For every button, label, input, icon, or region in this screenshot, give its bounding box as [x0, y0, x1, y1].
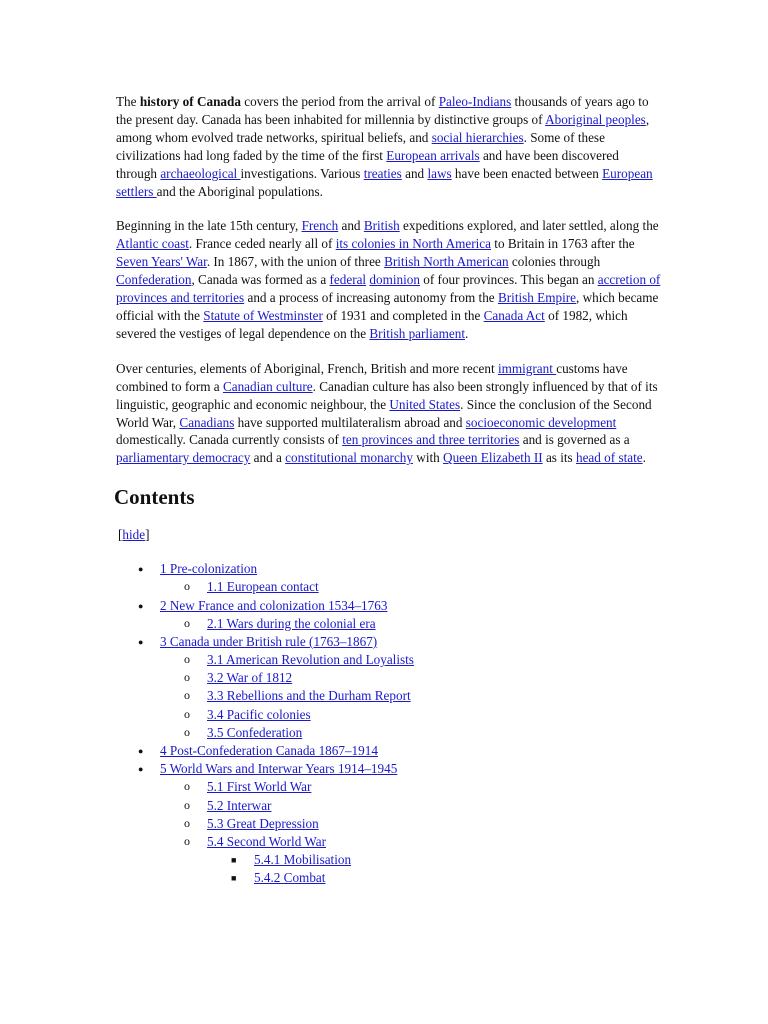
toc-link-interwar[interactable]: 5.2 Interwar [207, 797, 272, 813]
link-british-north-american[interactable]: British North American [384, 254, 509, 270]
link-british-parliament[interactable]: British parliament [369, 325, 465, 341]
text-span: and the Aboriginal populations. [156, 183, 323, 199]
text-span: . [464, 325, 469, 341]
intro-paragraph [116, 93, 661, 200]
toc-link-combat[interactable]: 5.4.2 Combat [254, 870, 326, 886]
history-paragraph [116, 217, 661, 342]
toc-link-mobilisation[interactable]: 5.4.1 Mobilisation [254, 852, 352, 868]
link-united-states[interactable]: United States [389, 396, 461, 412]
bullet-circle-icon: o [184, 670, 190, 685]
toc-item [116, 851, 661, 869]
bullet-disc-icon: ● [138, 746, 144, 756]
toc-item [116, 669, 661, 687]
toc-link-american-revolution[interactable]: 3.1 American Revolution and Loyalists [207, 652, 414, 668]
link-british-empire[interactable]: British Empire [497, 290, 576, 306]
link-canadians[interactable]: Canadians [179, 414, 235, 430]
link-treaties[interactable]: treaties [363, 165, 402, 181]
toc-item [116, 778, 661, 796]
bracket-close: ] [145, 527, 150, 543]
link-statute-of-westminster[interactable]: Statute of Westminster [203, 307, 323, 323]
bullet-circle-icon: o [184, 815, 190, 830]
link-atlantic-coast[interactable]: Atlantic coast [116, 236, 189, 252]
text-span: domestically. Canada currently consists of [116, 432, 343, 448]
link-federal[interactable]: federal [329, 272, 367, 288]
bullet-disc-icon: ● [138, 764, 144, 775]
text-span: investigations. Various [240, 165, 364, 181]
toc-link-post-confederation[interactable]: 4 Post-Confederation Canada 1867–1914 [160, 743, 378, 758]
toc-link-first-world-war[interactable]: 5.1 First World War [207, 779, 312, 795]
text-span: covers the period from the arrival of [240, 94, 439, 109]
link-immigrant[interactable]: immigrant [497, 360, 557, 376]
toc-item [116, 560, 661, 578]
toc-link-second-world-war[interactable]: 5.4 Second World War [207, 833, 326, 849]
toc-link-european-contact[interactable]: 1.1 European contact [207, 579, 319, 595]
toc-item [116, 815, 661, 833]
toc-item [116, 760, 661, 778]
bullet-disc-icon: ● [138, 564, 144, 575]
text-span: and a process of increasing autonomy from the [244, 290, 498, 306]
text-span: as its [542, 450, 576, 466]
link-archaeological[interactable]: archaeological [160, 165, 241, 181]
toc-link-british-rule[interactable]: 3 Canada under British rule (1763–1867) [160, 633, 378, 649]
toc-link-colonial-wars[interactable]: 2.1 Wars during the colonial era [207, 615, 376, 631]
link-accretion-provinces[interactable]: accretion of provinces and territories [116, 272, 661, 306]
text-span: of 1982, which severed the vestiges of legal dependence on the [116, 307, 628, 341]
link-constitutional-monarchy[interactable]: constitutional monarchy [285, 450, 413, 466]
link-european-settlers[interactable]: European settlers [116, 165, 653, 199]
bullet-disc-icon: ● [138, 636, 144, 647]
text-span: to Britain in 1763 after the [491, 236, 635, 252]
text-span: of four provinces. This began an [419, 272, 598, 288]
text-span: Over centuries, elements of Aboriginal, French, British and more recent [116, 360, 498, 376]
bullet-circle-icon: o [184, 833, 190, 848]
toc-item [116, 597, 661, 615]
toc-link-pre-colonization[interactable]: 1 Pre-colonization [160, 561, 258, 577]
link-social-hierarchies[interactable]: social hierarchies [431, 129, 524, 145]
bullet-circle-icon: o [184, 579, 190, 594]
text-span: with [413, 450, 444, 466]
text-span: and [401, 165, 428, 181]
text-span: and have been discovered through [116, 147, 619, 181]
toc-link-war-of-1812[interactable]: 3.2 War of 1812 [207, 670, 293, 686]
link-parliamentary-democracy[interactable]: parliamentary democracy [116, 450, 251, 466]
link-paleo-indians[interactable]: Paleo-Indians [438, 94, 512, 109]
text-span: expeditions explored, and later settled, along the [399, 218, 659, 234]
text-span: , among whom evolved trade networks, spiritual beliefs, and [116, 111, 650, 145]
toc-item [116, 706, 661, 724]
link-queen-elizabeth-ii[interactable]: Queen Elizabeth II [443, 450, 543, 466]
link-socioeconomic-development[interactable]: socioeconomic development [465, 414, 617, 430]
link-dominion[interactable]: dominion [369, 272, 420, 288]
text-span: . Canadian culture has also been strongly influenced by that of its linguistic, geographic and economic neighbour, the [116, 378, 658, 412]
toc-item [116, 615, 661, 633]
link-provinces-territories[interactable]: ten provinces and three territories [342, 432, 520, 448]
toc-link-confederation[interactable]: 3.5 Confederation [207, 724, 303, 740]
toc-item [116, 797, 661, 815]
toc-item [116, 833, 661, 851]
bullet-circle-icon: o [184, 706, 190, 721]
text-span: and a [250, 450, 286, 466]
link-confederation[interactable]: Confederation [116, 272, 192, 288]
text-span: colonies through [508, 254, 601, 270]
toc-link-world-wars[interactable]: 5 World Wars and Interwar Years 1914–1945 [160, 761, 398, 777]
toc-item [116, 724, 661, 742]
text-span: . [642, 450, 646, 466]
link-canada-act[interactable]: Canada Act [483, 307, 545, 323]
text-span: . In 1867, with the union of three [206, 254, 385, 270]
toc-link-new-france[interactable]: 2 New France and colonization 1534–1763 [160, 597, 388, 613]
toc-toggle [118, 526, 661, 544]
bullet-circle-icon: o [184, 652, 190, 667]
link-french[interactable]: French [301, 218, 339, 234]
text-span: and is governed as a [519, 432, 630, 448]
toc-link-rebellions[interactable]: 3.3 Rebellions and the Durham Report [207, 688, 411, 704]
text-span: The [116, 94, 140, 109]
text-span: thousands of years ago to the present day. Canada has been inhabited for millennia by distinctive groups of [116, 94, 649, 127]
link-canadian-culture[interactable]: Canadian culture [222, 378, 313, 394]
text-span: . France ceded nearly all of [188, 236, 336, 252]
contents-heading: Contents [114, 485, 195, 510]
link-colonies-north-america[interactable]: its colonies in North America [335, 236, 491, 252]
toc-item [116, 687, 661, 705]
toc-item [116, 633, 661, 651]
link-british[interactable]: British [363, 218, 400, 234]
bullet-disc-icon: ● [138, 600, 144, 611]
text-span: Beginning in the late 15th century, [116, 218, 302, 234]
text-span: have supported multilateralism abroad and [234, 414, 466, 430]
bullet-circle-icon: o [184, 688, 190, 703]
link-laws[interactable]: laws [427, 165, 452, 181]
toc-item [116, 651, 661, 669]
link-aboriginal-peoples[interactable]: Aboriginal peoples [545, 111, 646, 127]
bracket-open: [ [118, 527, 123, 543]
link-seven-years-war[interactable]: Seven Years' War [116, 254, 207, 270]
bullet-square-icon: ■ [231, 855, 237, 866]
text-span: , which became official with the [116, 290, 659, 323]
culture-paragraph [116, 360, 661, 467]
toc-link-pacific-colonies[interactable]: 3.4 Pacific colonies [207, 706, 311, 722]
bullet-circle-icon: o [184, 797, 190, 812]
text-span: and [338, 218, 364, 234]
link-european-arrivals[interactable]: European arrivals [386, 147, 480, 163]
article-subject-bold: history of Canada [139, 94, 241, 109]
bullet-square-icon: ■ [231, 873, 237, 884]
text-span: have been enacted between [451, 165, 603, 181]
text-span: . Some of these civilizations had long faded by the time of the first [116, 129, 605, 163]
bullet-circle-icon: o [184, 615, 190, 630]
text-span: , Canada was formed as a [191, 272, 330, 288]
toc-item [116, 742, 661, 760]
toc-link-great-depression[interactable]: 5.3 Great Depression [207, 815, 319, 831]
bullet-circle-icon: o [184, 779, 190, 794]
text-span: customs have combined to form a [116, 360, 628, 394]
link-head-of-state[interactable]: head of state [575, 450, 643, 466]
toc-item [116, 869, 661, 887]
hide-toc-link[interactable]: hide [122, 527, 146, 543]
text-span: . Since the conclusion of the Second World War, [116, 396, 652, 430]
table-of-contents [116, 560, 661, 887]
text-span: of 1931 and completed in the [322, 307, 484, 323]
bullet-circle-icon: o [184, 724, 190, 739]
article-body [116, 93, 661, 888]
toc-item [116, 578, 661, 596]
